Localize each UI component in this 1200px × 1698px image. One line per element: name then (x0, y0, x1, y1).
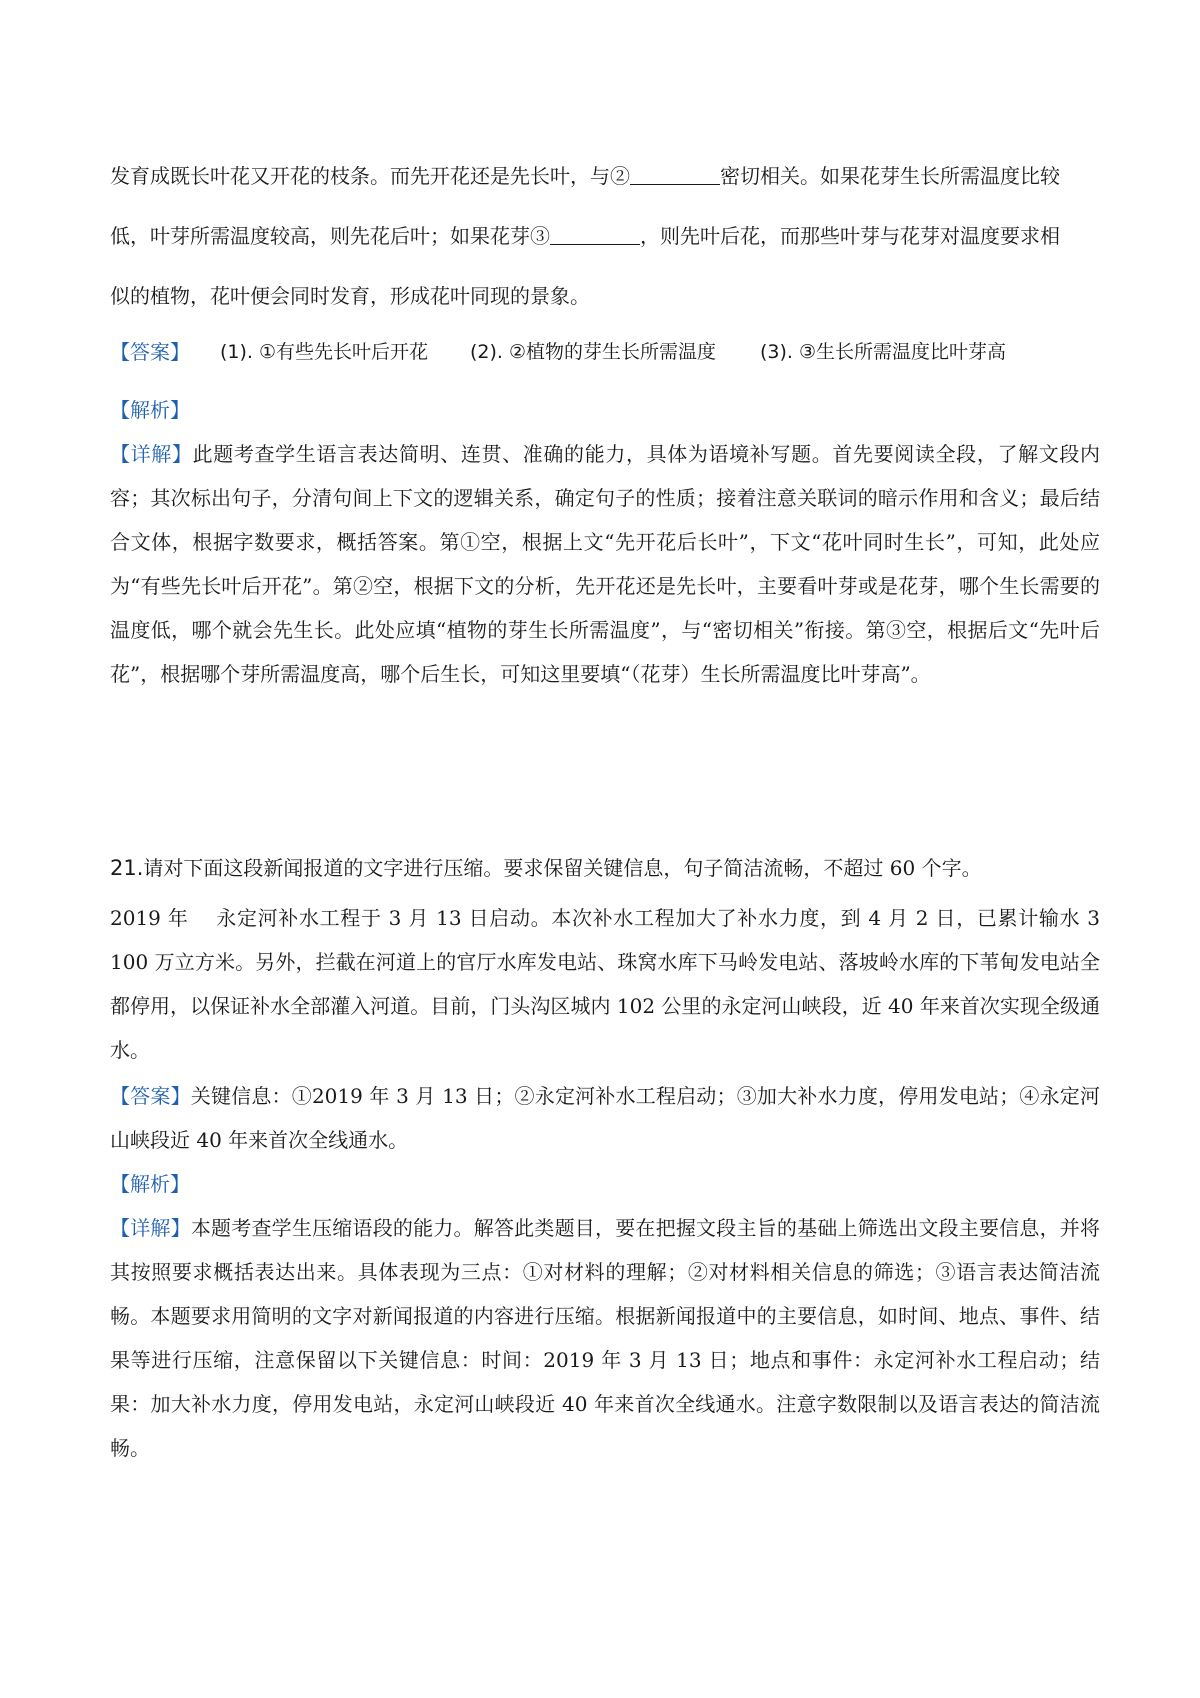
blank-2-label: ② (610, 164, 630, 188)
q20-analysis-tag: 【解析】 (110, 398, 190, 422)
q20-passage (110, 146, 1100, 326)
q20-line2-pre: 低，叶芽所需温度较高，则先花后叶；如果花芽 (110, 224, 530, 248)
q20-line1-pre: 发育成既长叶花又开花的枝条。而先开花还是先长叶，与 (110, 164, 610, 188)
q21-answer-text: 关键信息：①2019 年 3 月 13 日；②永定河补水工程启动；③加大补水力度，停用发电站；④永定河山峡段近 40 年来首次全线通水。 (110, 1084, 1101, 1152)
q21-passage: 2019 年 永定河补水工程于 3 月 13 日启动。本次补水工程加大了补水力度，到 4 月 2 日，已累计输水 3 100 万立方米。另外，拦截在河道上的官厅水库发电站、珠窝水库下马岭发电站、落坡岭水库的下苇甸发电站全都停用，以保证补水全部灌入河道。目前，门头沟区城内 102 公里的永定河山峡段，近 40 年来首次实现全级通水。 (110, 906, 1100, 1062)
q21-number: 21. (110, 856, 144, 880)
q21-prompt (110, 848, 1100, 888)
q21-prompt-text: 请对下面这段新闻报道的文字进行压缩。要求保留关键信息，句子简洁流畅，不超过 60 个字。 (143, 856, 982, 880)
q21-analysis-tag: 【解析】 (110, 1172, 190, 1196)
q20-answer-1: (1). ①有些先长叶后开花 (220, 341, 429, 363)
q20-line-2 (110, 206, 1100, 266)
q21-detail-tag: 【详解】 (110, 1216, 191, 1240)
blank-3-underline (550, 224, 640, 245)
q20-answer-2: (2). ②植物的芽生长所需温度 (470, 341, 717, 363)
q21-answer-tag: 【答案】 (110, 1084, 191, 1108)
blank-2-underline (630, 164, 720, 185)
q20-line-1 (110, 146, 1100, 206)
q20-line1-post: 密切相关。如果花芽生长所需温度比较 (720, 164, 1060, 188)
q20-answer-tag: 【答案】 (110, 340, 190, 364)
q20-line2-post: ，则先叶后花，而那些叶芽与花芽对温度要求相 (640, 224, 1060, 248)
q20-detail-tag: 【详解】 (110, 442, 193, 466)
q21-detail (110, 1206, 1100, 1470)
q20-answer-3: (3). ③生长所需温度比叶芽高 (760, 341, 1007, 363)
q20-detail-text: 此题考查学生语言表达简明、连贯、准确的能力，具体为语境补写题。首先要阅读全段，了解文段内容；其次标出句子，分清句间上下文的逻辑关系，确定句子的性质；接着注意关联词的暗示作用和含义；最后结合文体，根据字数要求，概括答案。第①空，根据上文“先开花后长叶”，下文“花叶同时生长”，可知，此处应为“有些先长叶后开花”。第②空，根据下文的分析，先开花还是先长叶，主要看叶芽或是花芽，哪个生长需要的温度低，哪个就会先生长。此处应填“植物的芽生长所需温度”，与“密切相关”衔接。第③空，根据后文“先叶后花”，根据哪个芽所需温度高，哪个后生长，可知这里要填“（花芽）生长所需温度比叶芽高”。 (110, 442, 1101, 686)
q21-detail-text: 本题考查学生压缩语段的能力。解答此类题目，要在把握文段主旨的基础上筛选出文段主要信息，并将其按照要求概括表达出来。具体表现为三点：①对材料的理解；②对材料相关信息的筛选；③语言表达简洁流畅。本题要求用简明的文字对新闻报道的内容进行压缩。根据新闻报道中的主要信息，如时间、地点、事件、结果等进行压缩，注意保留以下关键信息：时间：2019 年 3 月 13 日；地点和事件：永定河补水工程启动；结果：加大补水力度，停用发电站，永定河山峡段近 40 年来首次全线通水。注意字数限制以及语言表达的简洁流畅。 (110, 1216, 1101, 1460)
q20-detail (110, 432, 1100, 696)
q20-line-3: 似的植物，花叶便会同时发育，形成花叶同现的景象。 (110, 284, 590, 308)
q21-answer (110, 1074, 1100, 1162)
q20-answer-row (110, 330, 1110, 374)
blank-3-label: ③ (530, 224, 550, 248)
